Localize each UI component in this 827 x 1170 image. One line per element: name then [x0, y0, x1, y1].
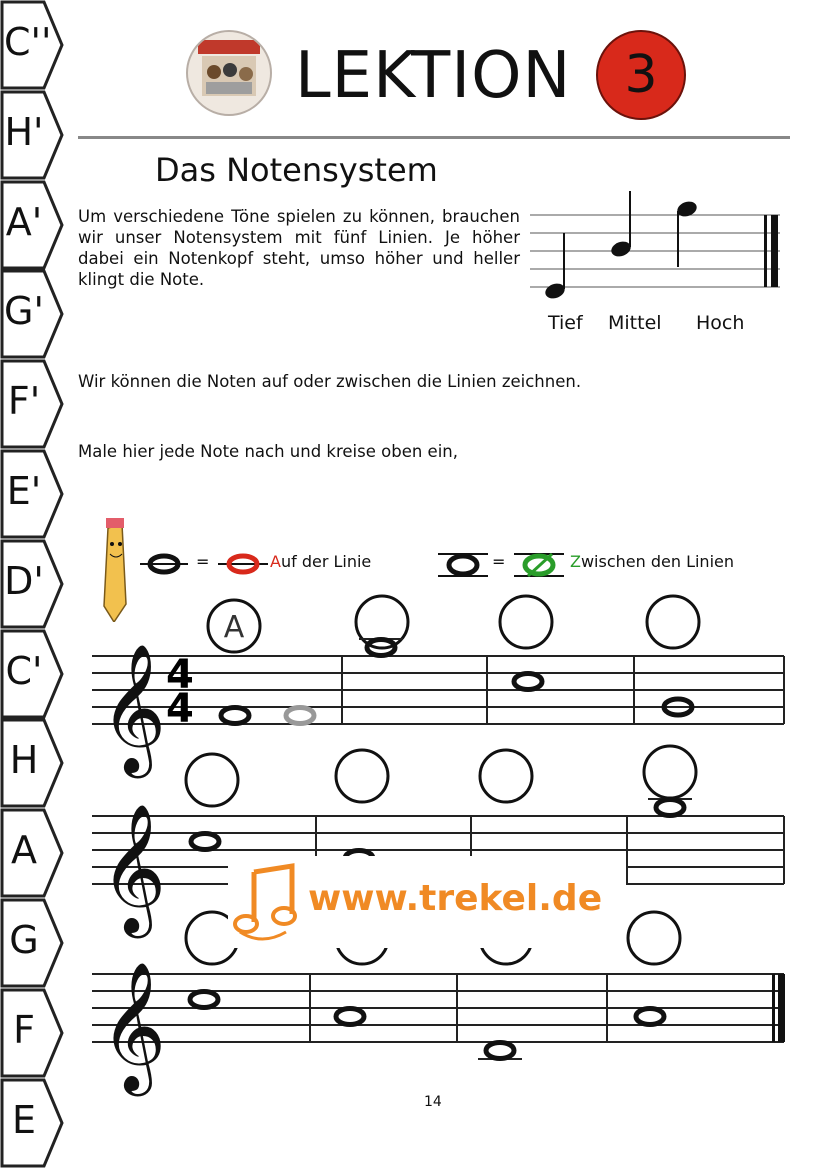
- whole-note: [486, 1043, 514, 1059]
- legend-space-letter: Z: [570, 552, 581, 571]
- note-tab-label: E: [11, 1097, 36, 1142]
- note-tab-label: A: [11, 828, 37, 873]
- note-tab-label: F': [7, 379, 41, 424]
- whole-note: [286, 708, 314, 724]
- note-tab-label: C': [5, 648, 43, 693]
- treble-clef-icon: 𝄞: [100, 803, 167, 933]
- example-answer: A: [223, 610, 245, 645]
- legend-line-rest: uf der Linie: [280, 552, 372, 571]
- page-title: LEKTION: [295, 39, 572, 113]
- answer-circle: [647, 596, 699, 648]
- whole-note: [191, 834, 219, 850]
- time-signature-top: 4: [166, 652, 194, 698]
- answer-circle: [480, 750, 532, 802]
- answer-circle: [644, 746, 696, 798]
- final-bar-thick: [778, 974, 785, 1042]
- whole-note: [336, 1009, 364, 1025]
- whole-note: [221, 708, 249, 724]
- note-tab-label: G': [4, 289, 44, 334]
- answer-circle: [628, 912, 680, 964]
- whole-note: [656, 800, 684, 816]
- music-note-logo-icon: [232, 862, 304, 942]
- note-tab-label: A': [5, 199, 43, 244]
- draw-hint: Wir können die Noten auf oder zwischen die Linien zeichnen.: [78, 372, 582, 391]
- lesson-number: 3: [624, 45, 658, 105]
- note-tab-label: F: [13, 1007, 35, 1052]
- label-high: Hoch: [696, 312, 745, 334]
- intro-paragraph: Um verschiedene Töne spielen zu können, brauchen wir unser Notensystem mit fünf Linien. Je höher dabei ein Notenkopf steht, umso höher und heller klingt die Note.: [78, 207, 520, 289]
- task-instruction: Male hier jede Note nach und kreise oben ein,: [78, 442, 458, 461]
- legend-equals-line: =: [196, 552, 210, 571]
- whole-note: [514, 674, 542, 690]
- final-bar-thin: [772, 974, 775, 1042]
- page-number: 14: [424, 1094, 442, 1110]
- label-low: Tief: [548, 312, 583, 334]
- note-tab-label: E': [6, 469, 42, 513]
- legend-space-rest: wischen den Linien: [580, 552, 734, 571]
- legend-line-letter: A: [270, 552, 281, 571]
- answer-circle: [500, 596, 552, 648]
- answer-circle: [186, 754, 238, 806]
- treble-clef-icon: 𝄞: [100, 961, 167, 1091]
- whole-note: [636, 1009, 664, 1025]
- section-title: Das Notensystem: [155, 151, 438, 189]
- whole-note: [190, 992, 218, 1008]
- label-middle: Mittel: [608, 312, 662, 334]
- note-tab-label: H: [9, 738, 39, 783]
- note-tab-label: D': [4, 558, 44, 603]
- note-tab-label: H': [4, 109, 44, 154]
- treble-clef-icon: 𝄞: [100, 643, 167, 773]
- note-tab-label: G: [9, 918, 39, 962]
- note-tab-label: C'': [4, 20, 52, 64]
- answer-circle: [336, 750, 388, 802]
- legend-equals-space: =: [492, 552, 506, 571]
- watermark: [228, 856, 626, 948]
- time-signature-bottom: 4: [166, 686, 194, 732]
- watermark-url: www.trekel.de: [308, 878, 603, 919]
